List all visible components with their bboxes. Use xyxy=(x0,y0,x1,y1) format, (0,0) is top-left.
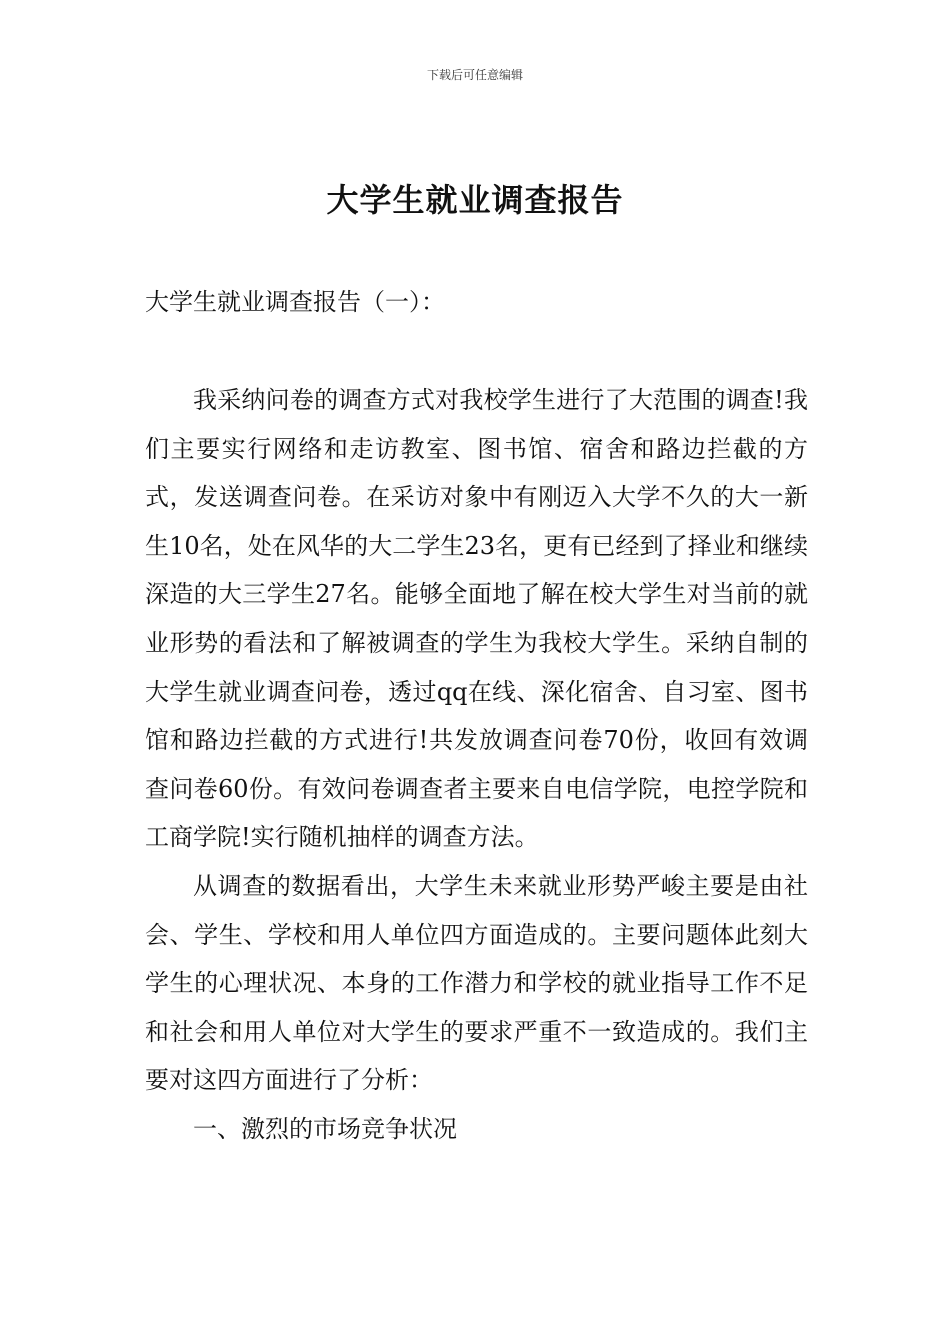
section-heading: 大学生就业调查报告（一）： xyxy=(145,288,445,316)
document-title: 大学生就业调查报告 xyxy=(326,181,624,219)
paragraph-subheading: 一、激烈的市场竞争状况 xyxy=(193,1114,457,1143)
header-note: 下载后可任意编辑 xyxy=(426,68,523,82)
document-body xyxy=(145,376,808,1154)
paragraph-analysis: 从调查的数据看出，大学生未来就业形势严峻主要是由社会、学生、学校和用人单位四方面造成的。主要问题体此刻大学生的心理状况、本身的工作潜力和学校的就业指导工作不足和社会和用人单位对大学生的要求严重不一致造成的。我们主要对这四方面进行了分析： xyxy=(145,871,808,1095)
paragraph-survey-method: 我采纳问卷的调查方式对我校学生进行了大范围的调查!我们主要实行网络和走访教室、图书馆、宿舍和路边拦截的方式，发送调查问卷。在采访对象中有刚迈入大学不久的大一新生10名，处在风华的大二学生23名，更有已经到了择业和继续深造的大三学生27名。能够全面地了解在校大学生对当前的就业形势的看法和了解被调查的学生为我校大学生。采纳自制的大学生就业调查问卷，透过qq在线、深化宿舍、自习室、图书馆和路边拦截的方式进行!共发放调查问卷70份，收回有效调查问卷60份。有效问卷调查者主要来自电信学院，电控学院和工商学院!实行随机抽样的调查方法。 xyxy=(145,386,808,852)
